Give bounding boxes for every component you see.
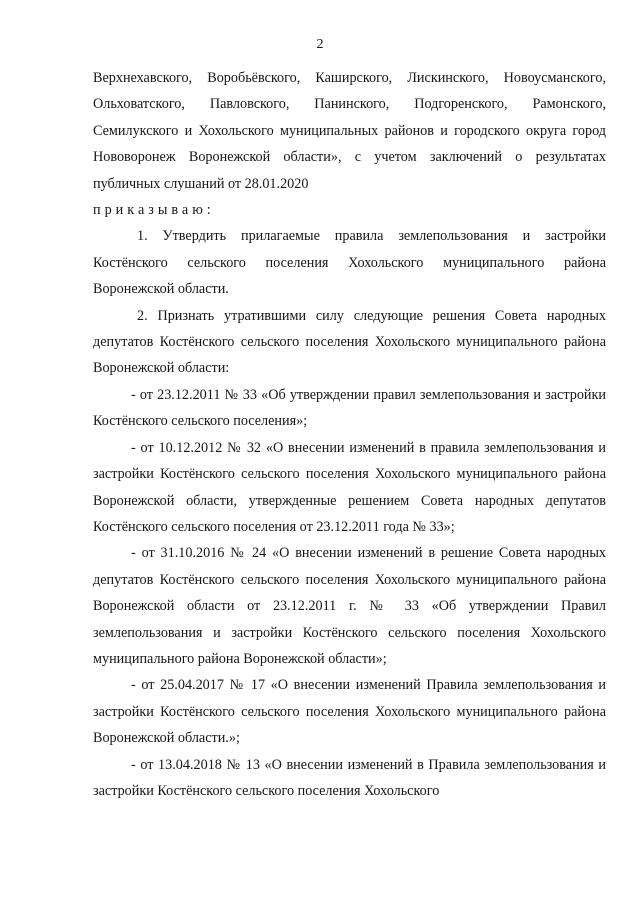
paragraph-decision-2018: - от 13.04.2018 № 13 «О внесении изменений в Правила землепользования и застройки Костёнского сельского поселения Хохольского [93, 756, 606, 799]
paragraph-decision-2017: - от 25.04.2017 № 17 «О внесении изменений Правила землепользования и застройки Костёнского сельского поселения Хохольского муниципального района Воронежской области.»; [93, 677, 606, 747]
paragraph-decision-2011: - от 23.12.2011 № 33 «Об утверждении правил землепользования и застройки Костёнского сельского поселения»; [93, 386, 606, 430]
paragraph-intro-continuation: Верхнехавского, Воробьёвского, Каширского, Лискинского, Новоусманского, Ольховатского, Павловского, Панинского, Подгоренского, Рамонского, Семилукского и Хохольского муниципальных районов и городского округа город Нововоронеж Воронежской области», с учетом заключений о результатах публичных слушаний от 28.01.2020 [93, 70, 606, 192]
document-body [93, 65, 606, 804]
paragraph-item-2: 2. Признать утратившими силу следующие решения Совета народных депутатов Костёнского сельского поселения Хохольского муниципального района Воронежской области: [93, 307, 606, 377]
paragraph-decision-2012: - от 10.12.2012 № 32 «О внесении изменений в правила землепользования и застройки Костёнского сельского поселения Хохольского муниципального района Воронежской области, утвержденные решением Совета народных депутатов Костёнского сельского поселения от 23.12.2011 года № 33»; [93, 439, 606, 535]
page-number: 2 [316, 37, 324, 52]
paragraph-order-word: приказываю: [93, 202, 215, 219]
paragraph-item-1: 1. Утвердить прилагаемые правила землепользования и застройки Костёнского сельского поселения Хохольского муниципального района Воронежской области. [93, 228, 606, 298]
paragraph-decision-2016: - от 31.10.2016 № 24 «О внесении изменений в решение Совета народных депутатов Костёнского сельского поселения Хохольского муниципального района Воронежской области от 23.12.2011 г. № 33 «Об утверждении Правил землепользования и застройки Костёнского сельского поселения Хохольского муниципального района Воронежской области»; [93, 545, 606, 667]
